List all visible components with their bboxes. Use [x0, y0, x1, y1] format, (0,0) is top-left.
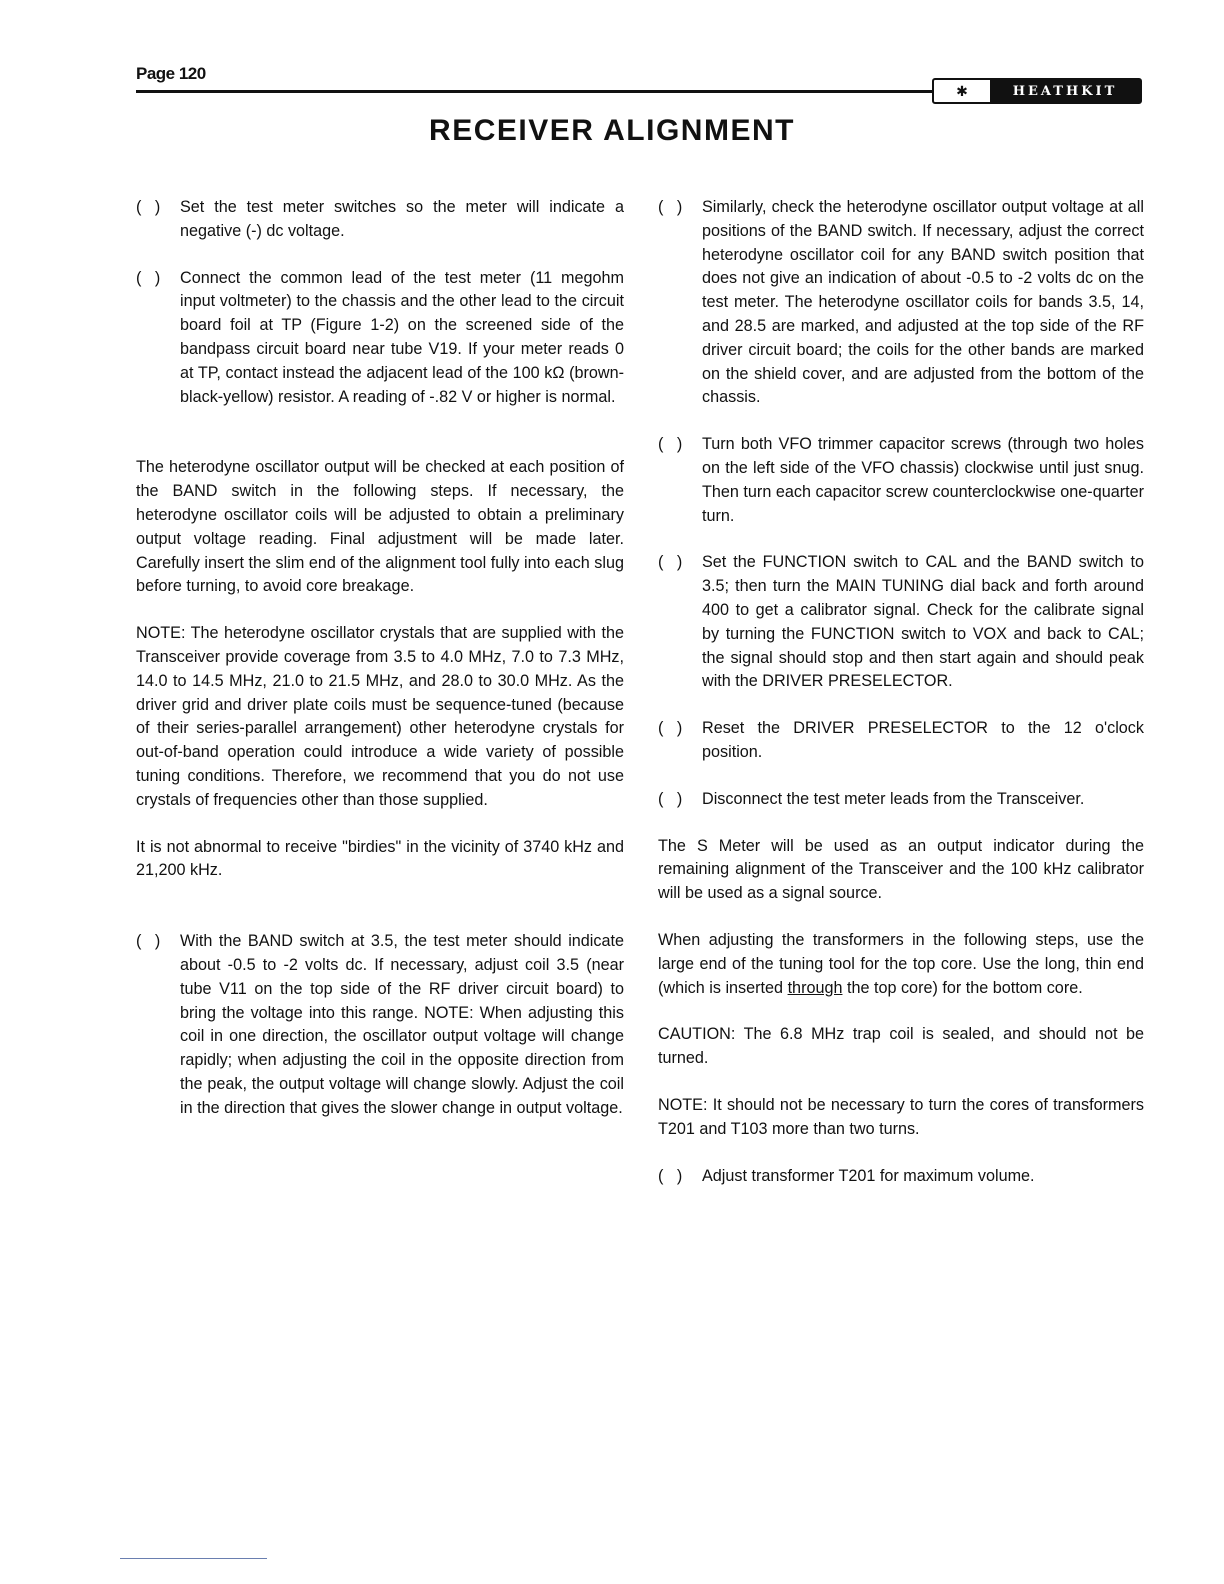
- step-vfo-trimmers: [658, 433, 1144, 528]
- step-checkbox[interactable]: ( ): [136, 268, 161, 287]
- step-text: Turn both VFO trimmer capacitor screws (through two holes on the left side of the VFO chassis) clockwise until just snug. Then turn each capacitor screw counterclockwise one-quarter turn.: [702, 435, 1144, 525]
- footer-rule: [120, 1558, 267, 1559]
- step-checkbox[interactable]: ( ): [658, 198, 683, 216]
- step-checkbox[interactable]: ( ): [658, 1166, 683, 1185]
- paragraph-s-meter: The S Meter will be used as an output indicator during the remaining alignment of the Transceiver and the 100 kHz calibrator will be used as a signal source.: [658, 836, 1144, 903]
- step-checkbox[interactable]: ( ): [658, 719, 683, 738]
- step-checkbox[interactable]: ( ): [136, 198, 161, 216]
- step-disconnect-leads: [658, 788, 1144, 812]
- step-reset-preselector: [658, 717, 1144, 765]
- page-number: Page 120: [136, 64, 206, 83]
- paragraph-birdies: It is not abnormal to receive "birdies" in the vicinity of 3740 kHz and 21,200 kHz.: [136, 837, 624, 880]
- step-adjust-t201: [658, 1165, 1144, 1189]
- step-text: Disconnect the test meter leads from the Transceiver.: [702, 789, 1085, 808]
- note-crystals: NOTE: The heterodyne oscillator crystals that are supplied with the Transceiver provide coverage from 3.5 to 4.0 MHz, 7.0 to 7.3 MHz, 14.0 to 14.5 MHz, 21.0 to 21.5 MHz, and 28.0 to 30.0 MHz. As the driver grid and driver plate coils must be sequence-tuned (because of their series-parallel arrangement) other heterodyne crystals for out-of-band operation could introduce a wide variety of possible tuning conditions. Therefore, we recommend that you do not use crystals of frequencies other than those supplied.: [136, 624, 624, 809]
- step-checkbox[interactable]: ( ): [658, 553, 683, 572]
- step-checkbox[interactable]: ( ): [658, 789, 683, 808]
- step-text: Set the FUNCTION switch to CAL and the BAND switch to 3.5; then turn the MAIN TUNING dial back and forth around 400 to get a calibrator signal. Check for the calibrate signal by turning the FUNCTION switch to VOX and back to CAL; the signal should stop and then start again and should peak with the DRIVER PRESELECTOR.: [702, 553, 1144, 691]
- step-text: Connect the common lead of the test meter (11 megohm input voltmeter) to the chassis and the other lead to the circuit board foil at TP (Figure 1-2) on the screened side of the bandpass circuit board near tube V19. If your meter reads 0 at TP, contact instead the adjacent lead of the 100 kΩ (brown-black-yellow) resistor. A reading of -.82 V or higher is normal.: [180, 268, 624, 406]
- step-checkbox[interactable]: ( ): [658, 435, 683, 454]
- note-transformer-turns: NOTE: It should not be necessary to turn the cores of transformers T201 and T103 more than two turns.: [658, 1095, 1144, 1138]
- caution-trap-coil: CAUTION: The 6.8 MHz trap coil is sealed, and should not be turned.: [658, 1025, 1144, 1068]
- logo-emblem-icon: ✱: [934, 80, 990, 102]
- step-set-meter-switches: [136, 196, 624, 244]
- logo-text: HEATHKIT: [1012, 83, 1118, 99]
- step-function-cal: [658, 551, 1144, 694]
- right-column: [658, 196, 1144, 1211]
- step-band-3-5: [136, 930, 624, 1120]
- header-rule: [136, 90, 934, 93]
- heathkit-logo: [932, 78, 1142, 104]
- step-text: Adjust transformer T201 for maximum volume.: [702, 1166, 1035, 1185]
- left-column: [136, 196, 624, 1144]
- step-check-all-bands: [658, 196, 1144, 410]
- step-text: Similarly, check the heterodyne oscillator output voltage at all positions of the BAND switch. If necessary, adjust the correct heterodyne oscillator coil for any BAND switch position that does not give an indication of about -0.5 to -2 volts dc on the test meter. The heterodyne oscillator coils for bands 3.5, 14, and 28.5 are marked, and adjusted at the top side of the RF driver circuit board; the coils for the other bands are marked on the shield cover, and are adjusted from the bottom of the chassis.: [702, 198, 1144, 407]
- step-text: Set the test meter switches so the meter will indicate a negative (-) dc voltage.: [180, 198, 624, 240]
- step-text: Reset the DRIVER PRESELECTOR to the 12 o'clock position.: [702, 719, 1144, 761]
- page-title: RECEIVER ALIGNMENT: [429, 114, 795, 147]
- step-checkbox[interactable]: ( ): [136, 932, 161, 951]
- paragraph-heterodyne-check: The heterodyne oscillator output will be checked at each position of the BAND switch in the following steps. If necessary, the heterodyne oscillator coils will be adjusted to obtain a preliminary output voltage reading. Final adjustment will be made later. Carefully insert the slim end of the alignment tool fully into each slug before turning, to avoid core breakage.: [136, 458, 624, 596]
- underlined-through: through: [787, 978, 843, 997]
- step-connect-test-meter: [136, 267, 624, 410]
- paragraph-adjusting-transformers: When adjusting the transformers in the following steps, use the large end of the tuning tool for the top core. Use the long, thin end (which is inserted through the top core) for the bottom core.: [658, 930, 1144, 997]
- step-text: With the BAND switch at 3.5, the test meter should indicate about -0.5 to -2 volts dc. If necessary, adjust coil 3.5 (near tube V11 on the top side of the RF driver circuit board) to bring the voltage into this range. NOTE: When adjusting this coil in one direction, the oscillator output voltage will change rapidly; when adjusting the coil in the opposite direction from the peak, the output voltage will change slowly. Adjust the coil in the direction that gives the slower change in output voltage.: [180, 932, 624, 1117]
